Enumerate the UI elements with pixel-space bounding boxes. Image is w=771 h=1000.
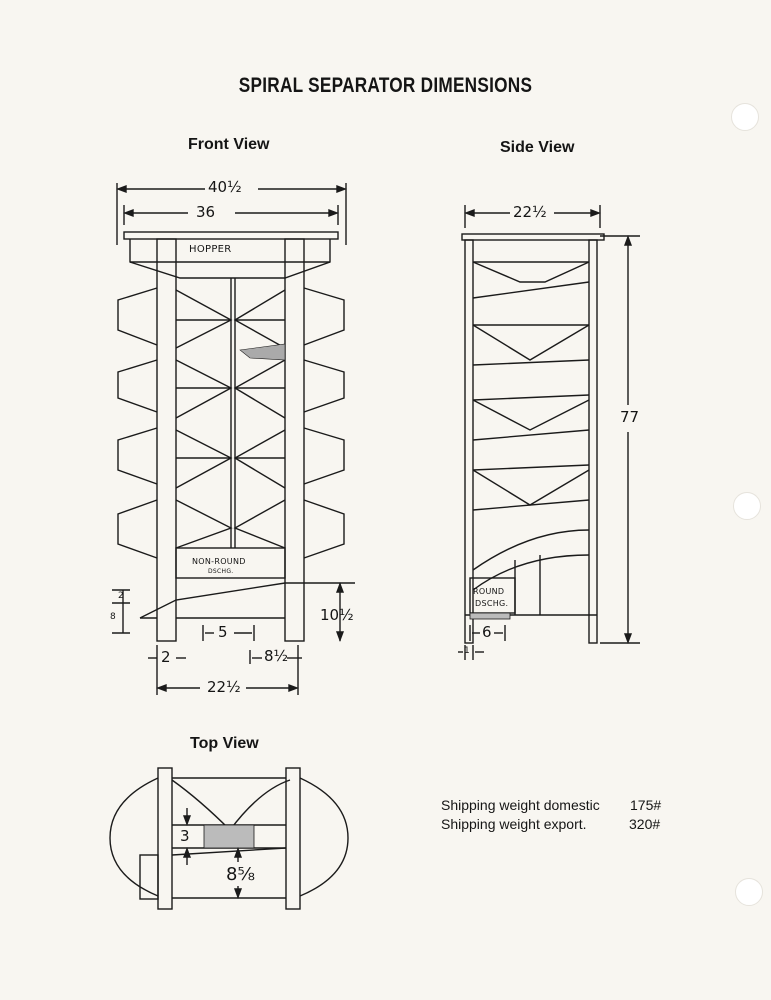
front-left-bottom-dim: 8 bbox=[110, 612, 116, 622]
front-left-top-dim: 2 bbox=[118, 591, 124, 601]
front-base-dim: 22½ bbox=[207, 678, 241, 696]
top-view-heading: Top View bbox=[190, 735, 259, 752]
side-view-heading: Side View bbox=[500, 139, 575, 156]
round-label: ROUND bbox=[473, 587, 505, 596]
hopper-label: HOPPER bbox=[189, 244, 232, 255]
side-bottom-dim: 6 bbox=[482, 623, 492, 641]
front-top-width: 36 bbox=[196, 203, 216, 221]
non-round-dschg-label: DSCHG. bbox=[208, 568, 234, 575]
side-height-dim: 77 bbox=[620, 408, 640, 426]
top-width-dim: 8⅝ bbox=[226, 864, 255, 885]
front-view-heading: Front View bbox=[188, 136, 270, 153]
shipping-domestic-value: 175# bbox=[630, 797, 662, 813]
shipping-export-label: Shipping weight export. bbox=[441, 816, 587, 832]
front-height-dim: 10½ bbox=[320, 606, 354, 624]
front-mid-dim: 5 bbox=[218, 623, 228, 641]
top-depth-dim: 3 bbox=[180, 827, 190, 845]
non-round-label: NON-ROUND bbox=[192, 557, 246, 566]
round-dschg-label: DSCHG. bbox=[475, 599, 509, 608]
front-leg-dim: 2 bbox=[161, 648, 171, 666]
front-overall-width: 40½ bbox=[208, 178, 242, 196]
page-title: SPIRAL SEPARATOR DIMENSIONS bbox=[238, 74, 533, 97]
side-foot-dim: 1 bbox=[464, 646, 470, 656]
shipping-export-value: 320# bbox=[629, 816, 661, 832]
shipping-domestic-label: Shipping weight domestic bbox=[441, 797, 600, 813]
front-right-leg-dim: 8½ bbox=[264, 647, 289, 665]
side-top-dim: 22½ bbox=[513, 203, 547, 221]
